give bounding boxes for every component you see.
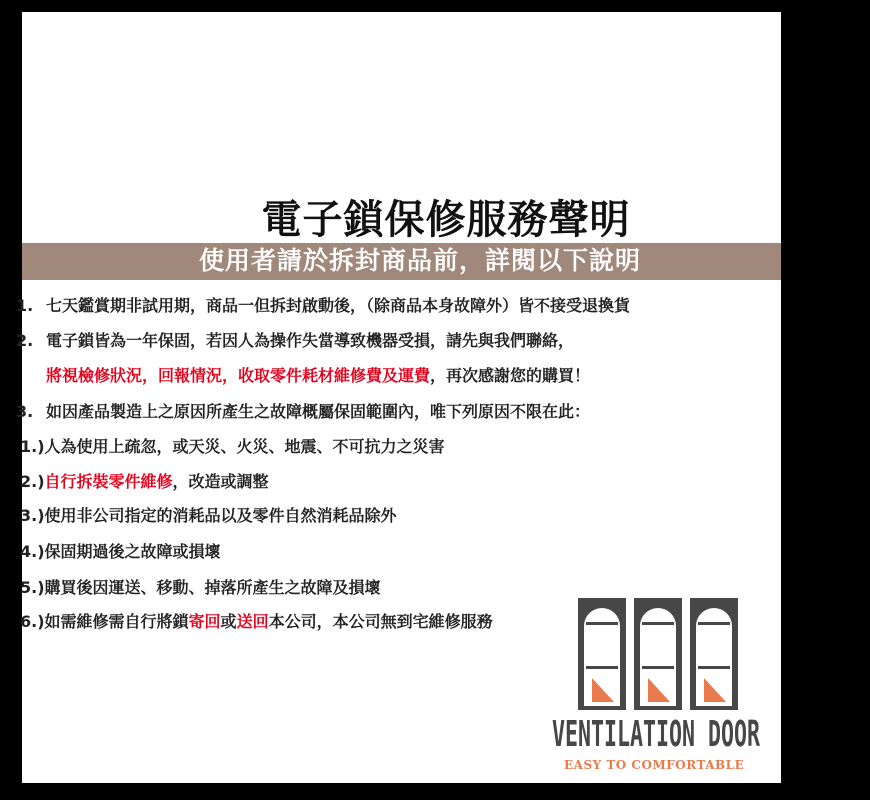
door-icon xyxy=(530,596,781,714)
item-text: 5.)購買後因運送、移動、掉落所產生之故障及損壞 xyxy=(20,578,381,597)
item-prefix: 2.) xyxy=(20,472,45,491)
notice-item-2 xyxy=(16,331,574,351)
door-panel-1 xyxy=(578,598,626,710)
sub-item-3 xyxy=(20,506,397,526)
brand-logo xyxy=(530,596,781,783)
item-text: 電子鎖皆為一年保固，若因人為操作失當導致機器受損，請先與我們聯絡， xyxy=(46,331,575,350)
highlight-text: 送回 xyxy=(236,612,269,631)
item-text: 或 xyxy=(220,612,237,631)
item-text: 本公司，本公司無到宅維修服務 xyxy=(268,612,493,631)
highlight-text: 寄回 xyxy=(188,612,221,631)
page-title: 電子鎖保修服務聲明 xyxy=(261,197,631,243)
notice-item-3 xyxy=(16,402,590,422)
notice-banner xyxy=(22,243,781,280)
item-text: 如因產品製造上之原因所產生之故障概屬保固範圍內，唯下列原因不限在此： xyxy=(46,402,591,421)
sub-item-2 xyxy=(20,472,269,492)
item-text: 3.)使用非公司指定的消耗品以及零件自然消耗品除外 xyxy=(20,506,397,525)
door-panel-2 xyxy=(634,598,682,710)
banner-text: 使用者請於拆封商品前，詳閱以下說明 xyxy=(198,246,641,275)
item-text: ，再次感謝您的購買！ xyxy=(430,366,591,385)
sub-item-6 xyxy=(20,612,493,632)
item-number: 3. xyxy=(16,402,34,421)
item-text: 1.)人為使用上疏忽，或天災、火災、地震、不可抗力之災害 xyxy=(20,437,445,456)
item-number: 1. xyxy=(16,296,34,315)
item-number: 2. xyxy=(16,331,34,350)
item-text: 七天鑑賞期非試用期，商品一但拆封啟動後，（除商品本身故障外）皆不接受退換貨 xyxy=(46,296,631,315)
sub-item-5 xyxy=(20,578,381,598)
highlight-text: 自行拆裝零件維修 xyxy=(44,472,173,491)
door-panel-3 xyxy=(690,598,738,710)
highlight-text: 將視檢修狀況，回報情況，收取零件耗材維修費及運費 xyxy=(46,366,431,385)
brand-tagline: EASY TO COMFORTABLE xyxy=(564,758,745,772)
item-prefix: 6.)如需維修需自行將鎖 xyxy=(20,612,189,631)
item-text: 4.)保固期過後之故障或損壞 xyxy=(20,542,221,561)
sub-item-4 xyxy=(20,542,221,562)
item-text: ，改造或調整 xyxy=(172,472,269,491)
notice-item-1 xyxy=(16,296,630,316)
brand-name: VENTILATION DOOR xyxy=(551,714,761,755)
notice-card xyxy=(16,12,781,783)
sub-item-1 xyxy=(20,437,445,457)
notice-item-2-continued xyxy=(46,366,590,386)
